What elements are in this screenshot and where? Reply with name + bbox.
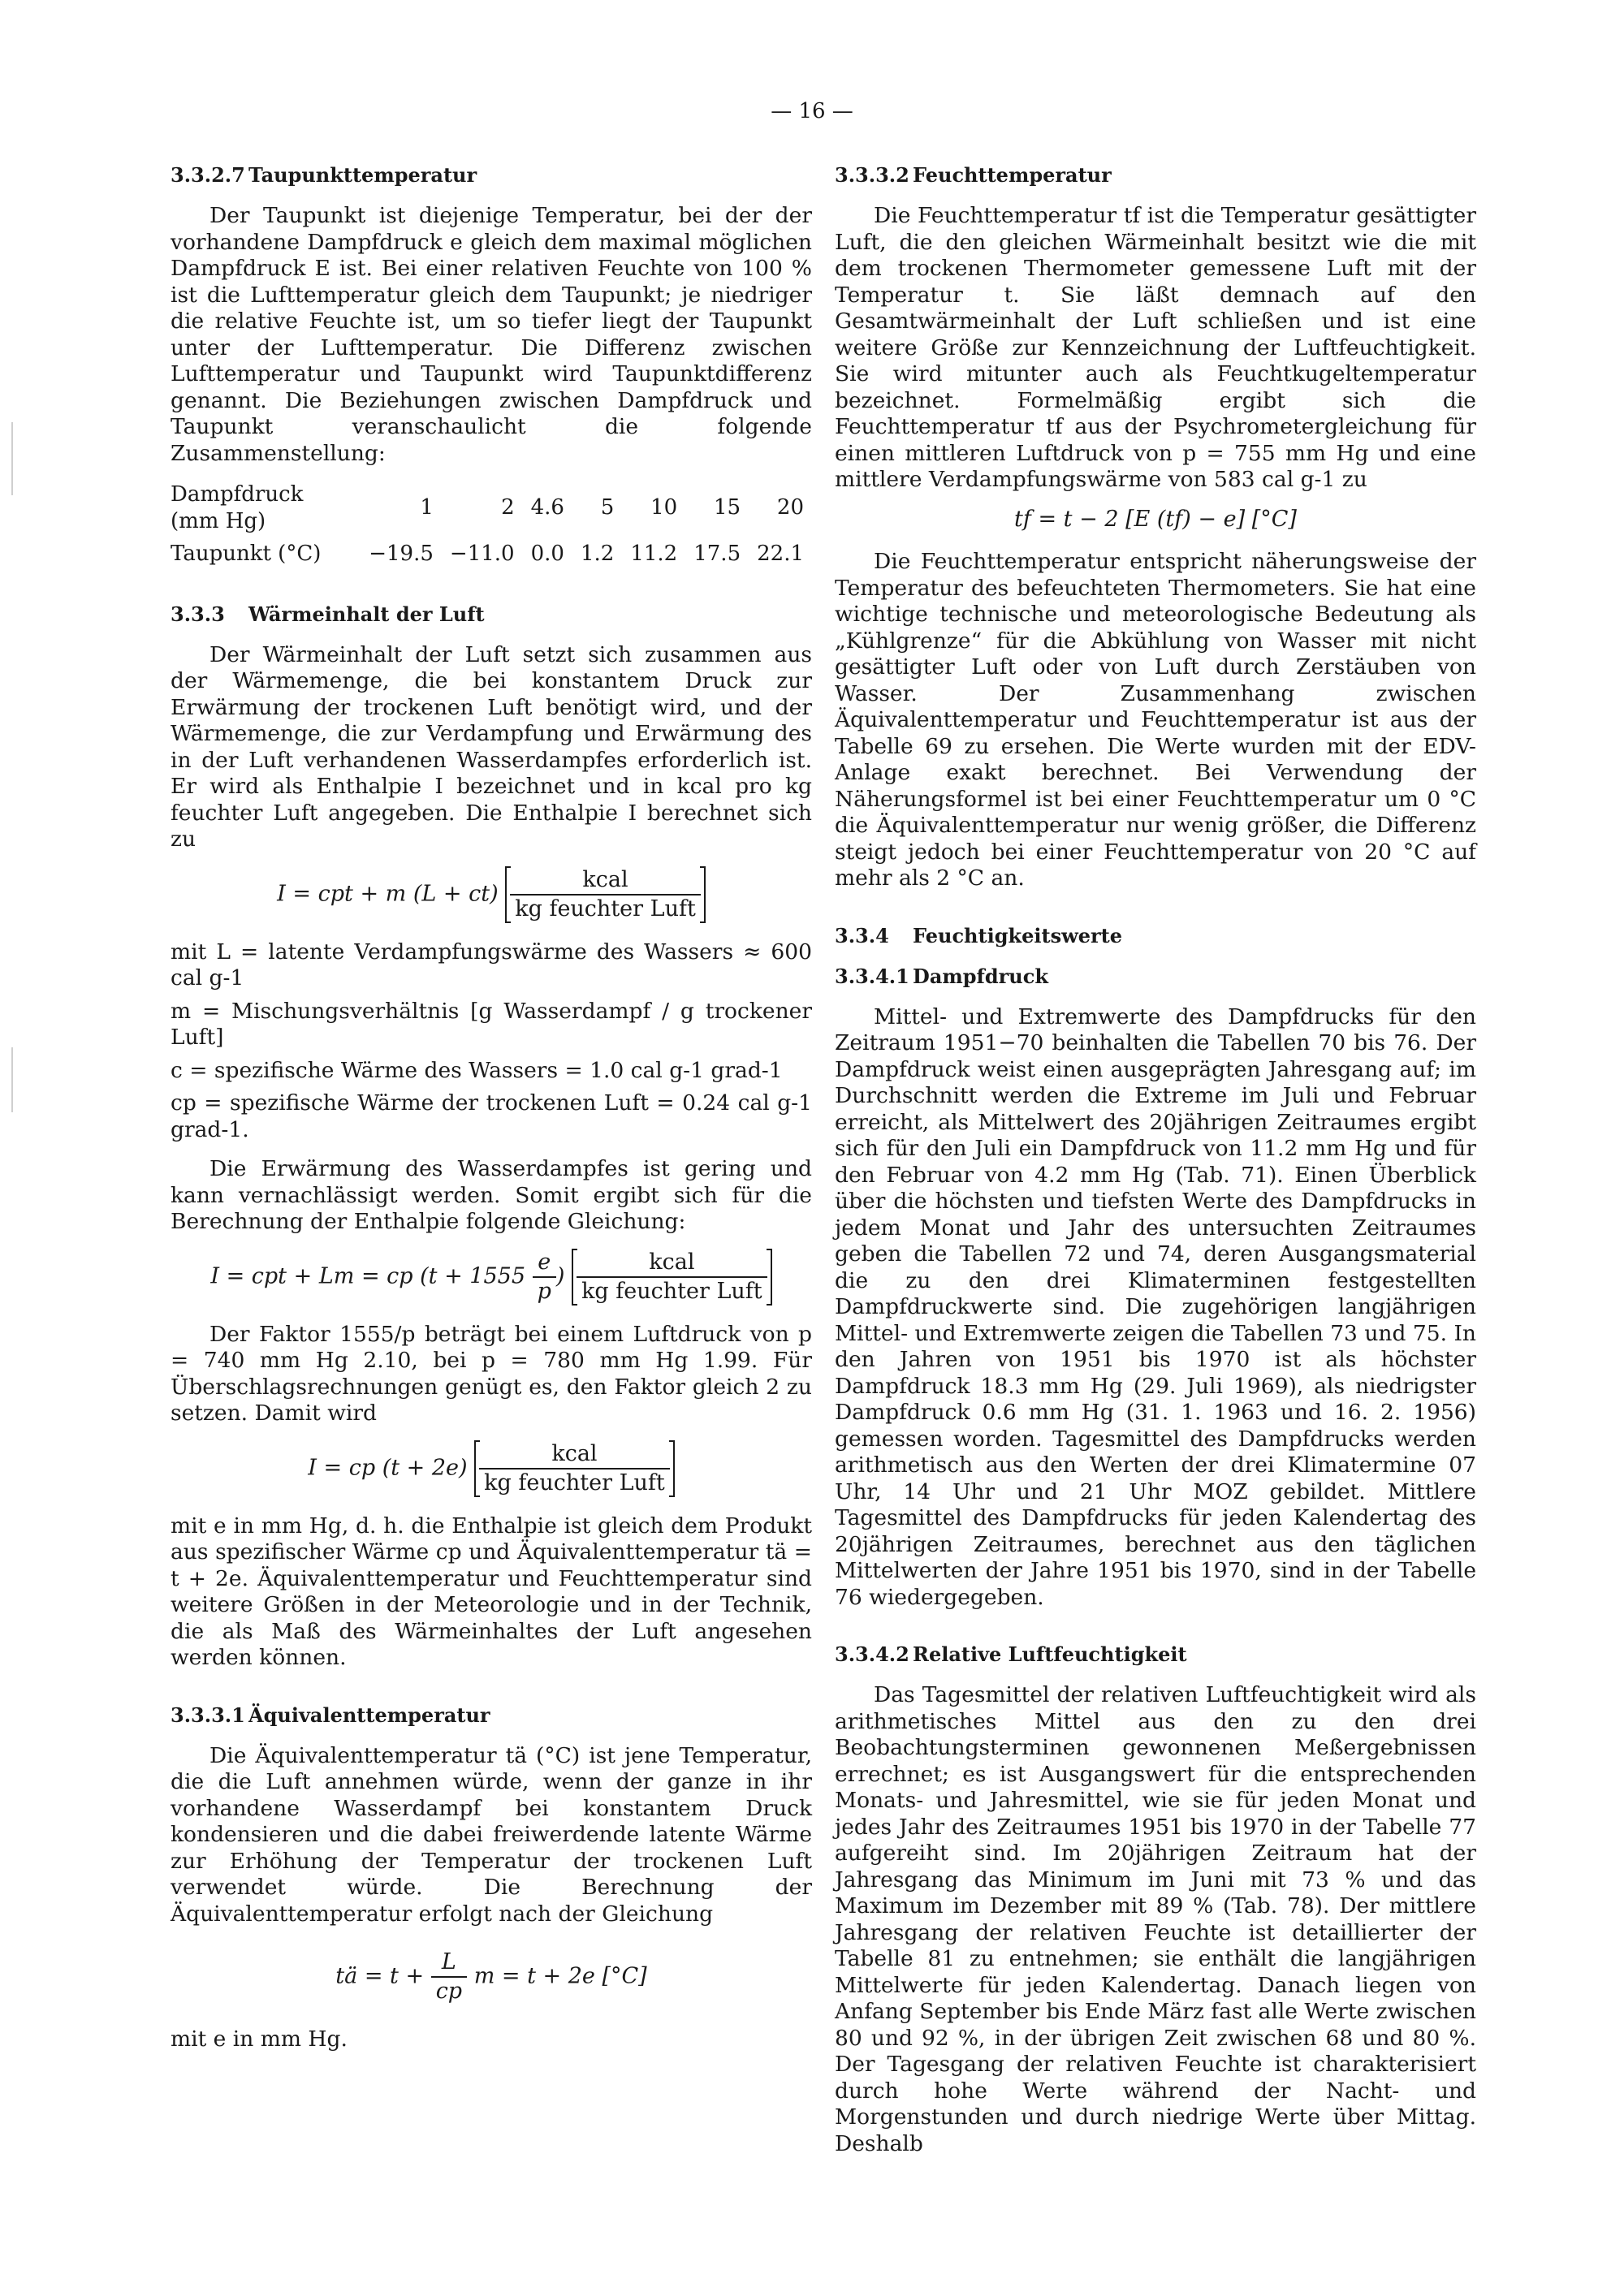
scan-margin-mark [11, 1047, 13, 1112]
formula-enthalpie-2: I = cpt + Lm = cp (t + 1555 $\frac{e}{p}$ ) $\frac{\text{kcal}}{\text{kg feuchter Luft}}$ [171, 1249, 812, 1306]
section-feuchttemperatur [835, 162, 1476, 892]
definition-item: cp = spezifische Wärme der trockenen Luft = 0.24 cal g-1 grad-1. [171, 1090, 812, 1142]
page-number: — 16 — [771, 99, 853, 123]
scan-margin-mark [11, 422, 13, 495]
formula-enthalpie: I = cpt + m (L + ct) $\frac{\text{kcal}}{\text{kg feuchter Luft}}$ [171, 866, 812, 923]
dewpoint-table [171, 478, 812, 571]
paragraph: Die Erwärmung des Wasserdampfes ist gering und kann vernachlässigt werden. Somit ergibt sich für die Berechnung der Enthalpie folgende Gleichung: [171, 1156, 812, 1234]
definition-list [171, 939, 812, 1144]
section-heading: 3.3.4 Feuchtigkeitswerte [835, 923, 1123, 947]
section-relative-luftfeuchtigkeit [835, 1642, 1476, 2157]
section-heading: 3.3.3.2 Feuchttemperatur [835, 163, 1112, 187]
definition-item: mit L = latente Verdampfungswärme des Wassers ≈ 600 cal g-1 [171, 939, 812, 990]
paragraph: Der Taupunkt ist diejenige Temperatur, bei der der vorhandene Dampfdruck e gleich dem maximal möglichen Dampfdruck E ist. Bei einer relativen Feuchte von 100 % ist die Lufttemperatur gleich dem Taupunkt; je niedriger die relative Feuchte ist, um so tiefer liegt der Taupunkt unter der Lufttemperatur. Die Differenz zwischen Lufttemperatur und Taupunkt wird Taupunktdifferenz genannt. Die Beziehungen zwischen Dampfdruck und Taupunkt veranschaulicht die folgende Zusammenstellung: [171, 203, 812, 466]
formula-aequivalent: tä = t + $\frac{L}{cp}$ m = t + 2e [°C] [335, 1949, 647, 2004]
section-heading: 3.3.3 Wärmeinhalt der Luft [171, 602, 485, 626]
table-row: Dampfdruck (mm Hg) 1 2 4.6 5 10 15 20 [171, 482, 804, 533]
section-feuchtigkeitswerte [835, 923, 1476, 949]
paragraph: Der Wärmeinhalt der Luft setzt sich zusammen aus der Wärmemenge, die bei konstantem Druck zur Erwärmung der trockenen Luft benötigt wird, und der Wärmemenge, die zur Verdampfung und Erwärmung des in der Luft verhandenen Wasserdampfes erforderlich ist. Er wird als Enthalpie I bezeichnet und in kcal pro kg feuchter Luft angegeben. Die Enthalpie I berechnet sich zu [171, 641, 812, 852]
paragraph: Die Äquivalenttemperatur tä (°C) ist jene Temperatur, die die Luft annehmen würde, wenn der ganze in ihr vorhandene Wasserdampf bei konstantem Druck kondensieren und die dabei freiwerdende latente Wärme zur Erhöhung der Temperatur der trockenen Luft verwendet würde. Die Berechnung der Äquivalenttemperatur erfolgt nach der Gleichung [171, 1742, 812, 1927]
section-taupunkttemperatur [171, 162, 812, 571]
section-heading: 3.3.3.1 Äquivalenttemperatur [171, 1703, 490, 1727]
formula-feuchttemperatur: tf = t − 2 [E (tf) − e] [°C] [1014, 506, 1297, 532]
paragraph: Das Tagesmittel der relativen Luftfeuchtigkeit wird als arithmetisches Mittel aus den zu den drei Beobachtungsterminen gewonnenen Meßergebnissen errechnet; es ist Ausgangswert für die entsprechenden Monats- und Jahresmittel, wie sie für jeden Monat und jedes Jahr des Zeitraumes 1951 bis 1970 in der Tabelle 77 aufgereiht sind. Im 20jährigen Zeitraum hat der Jahresgang das Minimum im Juni mit 73 % und das Maximum im Dezember mit 89 % (Tab. 78). Der mittlere Jahresgang der relativen Feuchte ist detaillierter der Tabelle 81 zu entnehmen; sie enthält die langjährigen Mittelwerte für jeden Kalendertag. Danach liegen von Anfang September bis Ende März fast alle Werte zwischen 80 und 92 %, in der übrigen Zeit zwischen 68 und 80 %. Der Tagesgang der relativen Feuchte ist charakterisiert durch hohe Werte während der Nacht- und Morgenstunden und durch niedrige Werte über Mittag. Deshalb [835, 1682, 1476, 2156]
section-aequivalenttemperatur [171, 1703, 812, 2053]
paragraph: Der Faktor 1555/p beträgt bei einem Luftdruck von p = 740 mm Hg 2.10, bei p = 780 mm Hg 1.99. Für Überschlagsrechnungen genügt es, den Faktor gleich 2 zu setzen. Damit wird [171, 1321, 812, 1426]
section-waermeinhalt [171, 602, 812, 1672]
paragraph: Die Feuchttemperatur entspricht näherungsweise der Temperatur des befeuchteten Thermometers. Sie hat eine wichtige technische und meteorologische Bedeutung als „Kühlgrenze“ für die Abkühlung von Wasser mit nicht gesättigter Luft oder von Luft durch Zerstäuben von Wasser. Der Zusammenhang zwischen Äquivalenttemperatur und Feuchttemperatur ist aus der Tabelle 69 zu ersehen. Die Werte wurden mit der EDV-Anlage exakt berechnet. Bei Verwendung der Näherungsformel ist bei einer Feuchttemperatur um 0 °C die Äquivalenttemperatur nur wenig größer, die Differenz steigt jedoch bei einer Feuchttemperatur von 20 °C auf mehr als 2 °C an. [835, 549, 1476, 891]
section-dampfdruck [835, 964, 1476, 1612]
section-heading: 3.3.2.7 Taupunkttemperatur [171, 163, 477, 187]
left-column [171, 162, 812, 2065]
definition-item: m = Mischungsverhältnis [g Wasserdampf / g trockener Luft] [171, 998, 812, 1050]
section-heading: 3.3.4.2 Relative Luftfeuchtigkeit [835, 1642, 1187, 1666]
section-heading: 3.3.4.1 Dampfdruck [835, 964, 1048, 988]
paragraph: mit e in mm Hg, d. h. die Enthalpie ist gleich dem Produkt aus spezifischer Wärme cp und Äquivalenttemperatur tä = t + 2e. Äquivalenttemperatur und Feuchttemperatur sind weitere Größen in der Meteorologie und in der Technik, die als Maß des Wärmeinhaltes der Luft angesehen werden können. [171, 1513, 812, 1670]
right-column [835, 162, 1476, 2169]
table-row: Taupunkt (°C) −19.5 −11.0 0.0 1.2 11.2 17.5 22.1 [171, 542, 804, 566]
paragraph: Die Feuchttemperatur tf ist die Temperatur gesättigter Luft, die den gleichen Wärmeinhalt besitzt wie die mit dem trockenen Thermometer gemessene Luft mit der Temperatur t. Sie läßt demnach auf den Gesamtwärmeinhalt der Luft schließen und ist eine weitere Größe zur Kennzeichnung der Luftfeuchtigkeit. Sie wird mitunter auch als Feuchtkugeltemperatur bezeichnet. Formelmäßig ergibt sich die Feuchttemperatur tf aus der Psychrometergleichung für einen mittleren Luftdruck von p = 755 mm Hg und eine mittlere Verdampfungswärme von 583 cal g-1 zu [835, 203, 1476, 492]
formula-enthalpie-3: I = cp (t + 2e) $\frac{\text{kcal}}{\text{kg feuchter Luft}}$ [171, 1440, 812, 1497]
definition-item: c = spezifische Wärme des Wassers = 1.0 cal g-1 grad-1 [171, 1057, 783, 1083]
paragraph: mit e in mm Hg. [171, 2026, 348, 2052]
paragraph: Mittel- und Extremwerte des Dampfdrucks für den Zeitraum 1951−70 beinhalten die Tabellen 70 bis 76. Der Dampfdruck weist einen ausgeprägten Jahresgang auf; im Durchschnitt werden die Extreme im Juli und Februar erreicht, als Mittelwert des 20jährigen Zeitraumes ergibt sich für den Juli ein Dampfdruck von 11.2 mm Hg und für den Februar von 4.2 mm Hg (Tab. 71). Einen Überblick über die höchsten und tiefsten Werte des Dampfdrucks in jedem Monat und Jahr des untersuchten Zeitraumes geben die Tabellen 72 und 74, deren Ausgangsmaterial die zu den drei Klimaterminen festgestellten Dampfdruckwerte sind. Die zugehörigen langjährigen Mittel- und Extremwerte zeigen die Tabellen 73 und 75. In den Jahren von 1951 bis 1970 ist als höchster Dampfdruck 18.3 mm Hg (29. Juli 1969), als niedrigster Dampfdruck 0.6 mm Hg (31. 1. 1963 und 16. 2. 1956) gemessen worden. Tagesmittel des Dampfdrucks werden arithmetisch aus den Werten der drei Klimatermine 07 Uhr, 14 Uhr und 21 Uhr MOZ gebildet. Mittlere Tagesmittel des Dampfdrucks für jeden Kalendertag des 20jährigen Zeitraumes, berechnet aus den täglichen Mittelwerten der Jahre 1951 bis 1970, sind in der Tabelle 76 wiedergegeben. [835, 1003, 1476, 1610]
